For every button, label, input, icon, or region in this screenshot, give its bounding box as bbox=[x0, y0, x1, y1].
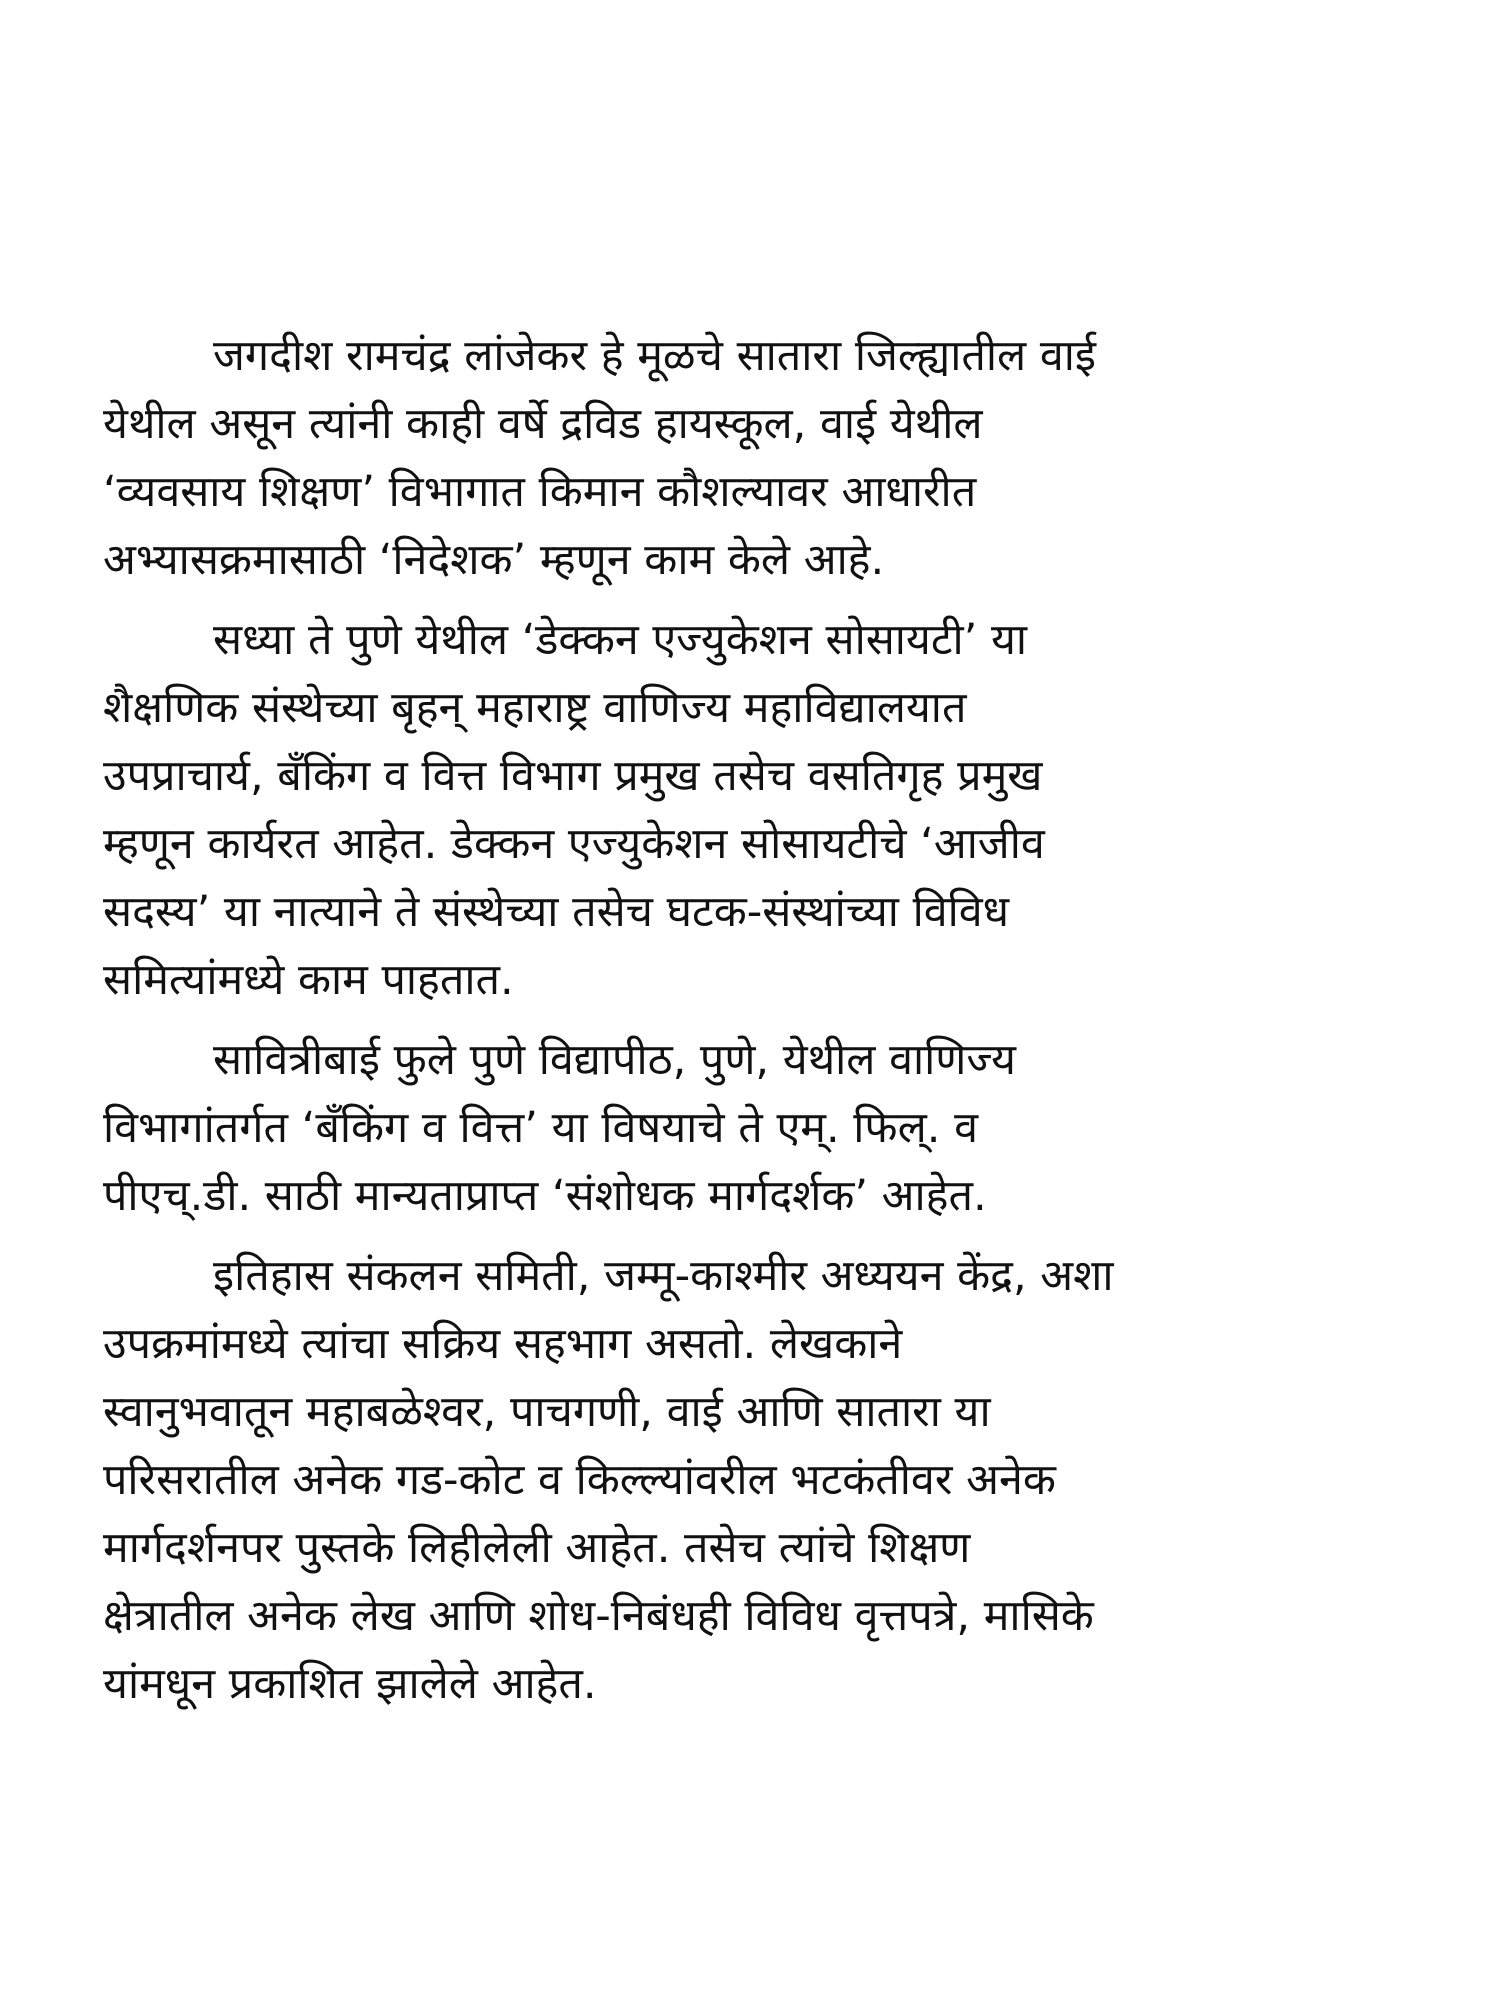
text-line: उपप्राचार्य, बँकिंग व वित्त विभाग प्रमुख तसेच वसतिगृह प्रमुख bbox=[103, 751, 1043, 801]
text-line: विभागांतर्गत ‘बँकिंग व वित्त’ या विषयाचे ते एम्. फिल्. व bbox=[103, 1103, 978, 1153]
text-line: येथील असून त्यांनी काही वर्षे द्रविड हायस्कूल, वाई येथील bbox=[103, 399, 983, 449]
text-line: सध्या ते पुणे येथील ‘डेक्कन एज्युकेशन सोसायटी’ या bbox=[213, 615, 1028, 665]
text-line: क्षेत्रातील अनेक लेख आणि शोध-निबंधही विविध वृत्तपत्रे, मासिके bbox=[103, 1591, 1094, 1641]
biography-text bbox=[103, 322, 1403, 1730]
paragraph-2 bbox=[103, 606, 1403, 1014]
text-line: स्वानुभवातून महाबळेश्वर, पाचगणी, वाई आणि सातारा या bbox=[103, 1387, 991, 1437]
text-line: पीएच्.डी. साठी मान्यताप्राप्त ‘संशोधक मार्गदर्शक’ आहेत. bbox=[103, 1171, 987, 1221]
text-line: यांमधून प्रकाशित झालेले आहेत. bbox=[103, 1659, 597, 1709]
text-line: शैक्षणिक संस्थेच्या बृहन् महाराष्ट्र वाणिज्य महाविद्यालयात bbox=[103, 683, 967, 733]
paragraph-1 bbox=[103, 322, 1403, 594]
text-line: सावित्रीबाई फुले पुणे विद्यापीठ, पुणे, येथील वाणिज्य bbox=[213, 1035, 1016, 1085]
text-line: इतिहास संकलन समिती, जम्मू-काश्मीर अध्ययन केंद्र, अशा bbox=[213, 1251, 1114, 1301]
text-line: समित्यांमध्ये काम पाहतात. bbox=[103, 955, 514, 1005]
text-line: सदस्य’ या नात्याने ते संस्थेच्या तसेच घटक-संस्थांच्या विविध bbox=[103, 887, 1010, 937]
paragraph-4 bbox=[103, 1242, 1403, 1718]
text-line: अभ्यासक्रमासाठी ‘निदेशक’ म्हणून काम केले आहे. bbox=[103, 535, 885, 585]
text-line: म्हणून कार्यरत आहेत. डेक्कन एज्युकेशन सोसायटीचे ‘आजीव bbox=[103, 819, 1045, 869]
text-line: ‘व्यवसाय शिक्षण’ विभागात किमान कौशल्यावर आधारीत bbox=[103, 467, 977, 517]
text-line: उपक्रमांमध्ये त्यांचा सक्रिय सहभाग असतो. लेखकाने bbox=[103, 1319, 903, 1369]
text-line: जगदीश रामचंद्र लांजेकर हे मूळचे सातारा जिल्ह्यातील वाई bbox=[213, 331, 1097, 381]
text-line: परिसरातील अनेक गड-कोट व किल्ल्यांवरील भटकंतीवर अनेक bbox=[103, 1455, 1056, 1505]
text-line: मार्गदर्शनपर पुस्तके लिहीलेली आहेत. तसेच त्यांचे शिक्षण bbox=[103, 1523, 971, 1573]
paragraph-3 bbox=[103, 1026, 1403, 1230]
